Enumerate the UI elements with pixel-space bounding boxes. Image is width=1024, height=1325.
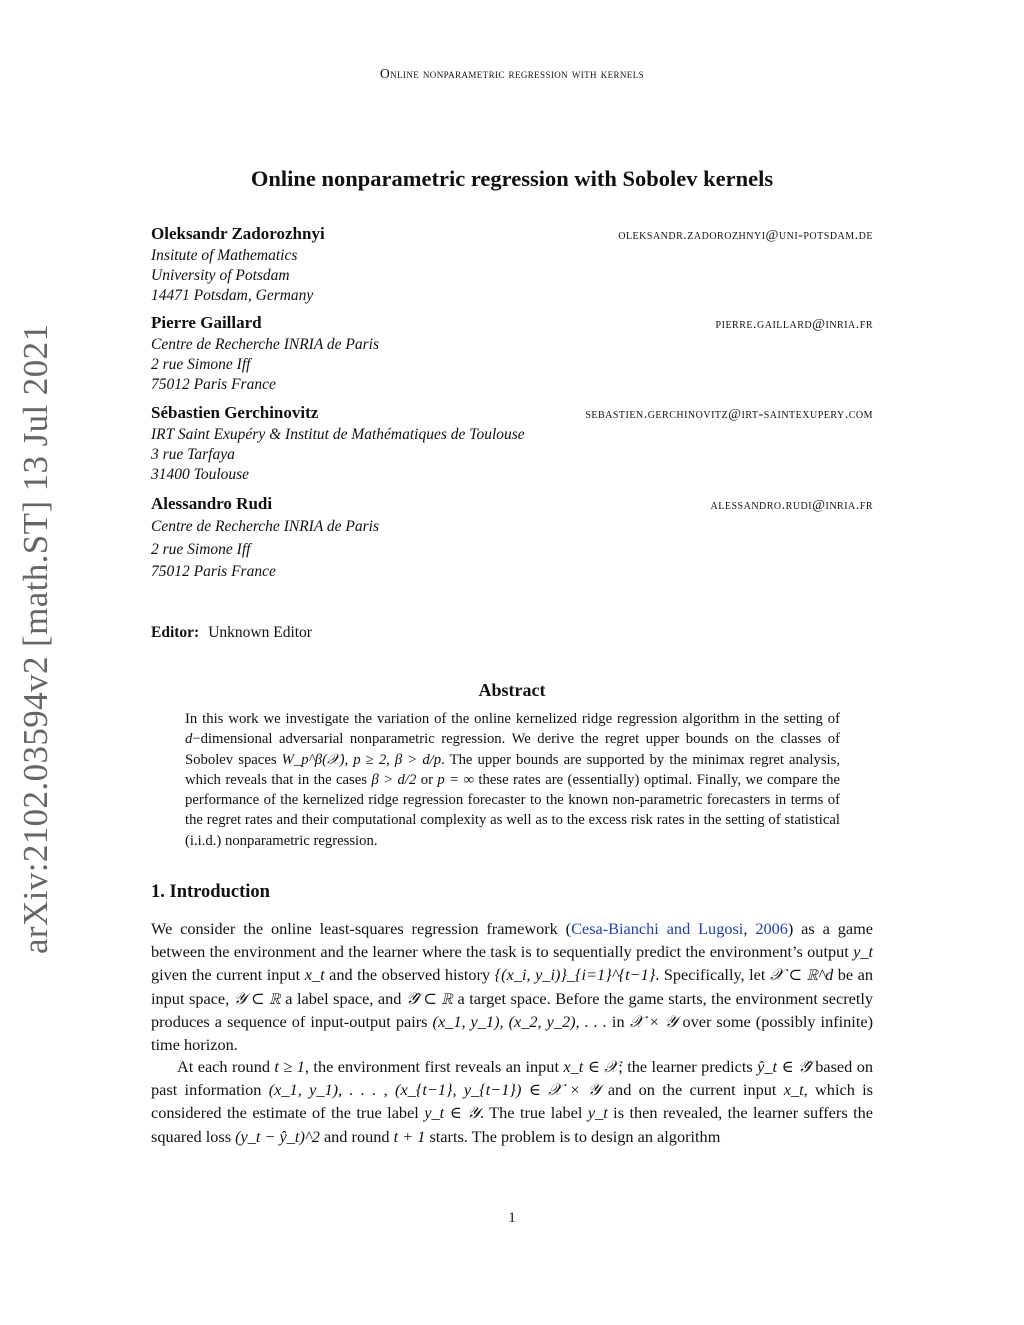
text-run: , (743, 919, 756, 938)
affiliation-line: University of Potsdam (151, 267, 290, 284)
text-run: . Specifically, let (655, 965, 770, 985)
author-email[interactable]: sebastien.gerchinovitz@irt-saintexupery.com (585, 407, 873, 422)
running-head: Online nonparametric regression with kernels (379, 66, 645, 81)
math-inline: t ≥ 1 (274, 1057, 305, 1076)
affiliation-line: Centre de Recherche INRIA de Paris (151, 518, 379, 535)
text-run: starts. The problem is to design an algorithm (425, 1126, 721, 1146)
text-run: and the observed history (324, 965, 495, 985)
paragraph-2 (151, 1055, 873, 1148)
affiliation-line: 2 rue Simone Iff (151, 540, 251, 558)
text-run: At each round (177, 1057, 275, 1076)
math-inline: y_t (853, 942, 873, 962)
author-email[interactable]: alessandro.rudi@inria.fr (710, 498, 873, 513)
math-inline: (x_1, y_1), (x_2, y_2), . . . (432, 1011, 607, 1031)
text-run: ; the learner predicts (618, 1057, 758, 1076)
text-run: We consider the online least-squares regression framework ( (151, 919, 572, 938)
author-name: Sébastien Gerchinovitz (151, 403, 319, 422)
math-inline: y_t (587, 1103, 608, 1123)
text-run: a target space. Before the game starts, the environment secretly produces a sequence of input-output pairs (151, 988, 874, 1031)
text-run: and round (319, 1126, 394, 1146)
math-inline: x_t ∈ 𝒳 (563, 1057, 619, 1076)
math-inline: t + 1 (393, 1126, 426, 1146)
text-run: given the current input (151, 965, 305, 985)
abstract-text-part: or (416, 771, 438, 788)
abstract-text-part: these rates are (essentially) optimal. Finally, we compare the performance of the kernelized ridge regression forecaster to the known non-parametric forecasters in terms of the regret rates and their computational complexity as well as to the excess risk rates in the setting of statistical (i.i.d.) nonparametric regression. (185, 771, 840, 849)
text-run: and on the current input (600, 1080, 784, 1100)
math-p-infinity: p = ∞ (437, 771, 474, 788)
math-inline: 𝒴 ⊂ ℝ (233, 988, 281, 1008)
abstract-text-part: . The upper bounds are supported by the minimax regret analysis, which reveals that in the cases (185, 751, 841, 788)
author-block-3 (151, 403, 873, 485)
math-beta-condition: β > d/2 (371, 771, 417, 788)
text-run: in (606, 1011, 630, 1031)
math-inline: 𝒳 × 𝒴 (629, 1011, 678, 1031)
author-block-2 (151, 313, 873, 395)
author-email[interactable]: oleksandr.zadorozhnyi@uni-potsdam.de (618, 228, 873, 243)
math-inline: (y_t − ŷ_t)^2 (235, 1126, 320, 1146)
affiliation-line: 14471 Potsdam, Germany (151, 287, 314, 304)
affiliation-line: 2 rue Simone Iff (151, 356, 251, 373)
section-heading-introduction: 1. Introduction (151, 882, 270, 902)
author-block-1 (151, 224, 873, 306)
text-run: ) as a game between the environment and the learner where the task is to sequentially predict the environment’s output (151, 919, 874, 962)
author-block-4 (151, 494, 873, 584)
affiliation-line: Centre de Recherche INRIA de Paris (151, 336, 379, 353)
math-inline: y_t ∈ 𝒴 (424, 1103, 480, 1123)
abstract-text-part: −dimensional adversarial nonparametric regression. We derive the regret upper bounds on the classes of Sobolev spaces (185, 731, 840, 768)
page-number: 1 (508, 1210, 516, 1226)
affiliation-line: Insitute of Mathematics (151, 247, 298, 264)
author-name: Oleksandr Zadorozhnyi (151, 224, 325, 243)
abstract-heading: Abstract (478, 680, 546, 700)
affiliation-line: 3 rue Tarfaya (151, 446, 235, 463)
affiliation-line: 75012 Paris France (151, 376, 276, 393)
abstract-text-part: In this work we investigate the variation of the online kernelized ridge regression algorithm in the setting of (185, 711, 840, 727)
math-inline: 𝒳 ⊂ ℝ^d (769, 965, 834, 985)
citation-link-authors[interactable]: Cesa-Bianchi and Lugosi (571, 919, 744, 938)
text-run: , the environment first reveals an input (304, 1057, 564, 1076)
arxiv-identifier[interactable]: arXiv:2102.03594v2 [math.ST] 13 Jul 2021 (16, 323, 55, 954)
math-inline: ŷ_t ∈ 𝒴̂ (757, 1057, 811, 1076)
text-run: . The true label (479, 1103, 588, 1123)
text-run: be an input space, (151, 965, 874, 1008)
text-run: , which is considered the estimate of the true label (151, 1080, 874, 1123)
editor-label: Editor: (151, 624, 200, 641)
paragraph-1 (151, 917, 873, 1056)
editor-name: Unknown Editor (208, 624, 312, 641)
text-run: a label space, and (280, 988, 406, 1008)
editor-line (151, 624, 312, 642)
text-run: is then revealed, the learner suffers the squared loss (151, 1103, 874, 1146)
math-sobolev-space: W_p^β(𝒳), p ≥ 2, β > d/p (281, 751, 442, 768)
math-inline: {(x_i, y_i)}_{i=1}^{t−1} (494, 965, 656, 985)
math-inline: x_t (783, 1080, 804, 1100)
affiliation-line: 75012 Paris France (151, 563, 276, 580)
text-run: based on past information (151, 1057, 874, 1100)
affiliation-line: IRT Saint Exupéry & Institut de Mathématiques de Toulouse (151, 426, 525, 443)
math-inline: 𝒴̂ ⊂ ℝ (405, 988, 453, 1008)
author-name: Alessandro Rudi (151, 494, 273, 513)
author-email[interactable]: pierre.gaillard@inria.fr (715, 317, 873, 332)
affiliation-line: 31400 Toulouse (151, 466, 250, 483)
math-inline: (x_1, y_1), . . . , (x_{t−1}, y_{t−1}) ∈ 𝒳 × 𝒴 (268, 1080, 601, 1100)
abstract-text (185, 709, 840, 851)
text-run: over some (possibly infinite) time horizon. (151, 1011, 873, 1055)
author-name: Pierre Gaillard (151, 313, 262, 332)
paper-title: Online nonparametric regression with Sobolev kernels (250, 166, 774, 191)
citation-link-year[interactable]: 2006 (755, 919, 788, 938)
math-inline: x_t (304, 965, 325, 985)
math-d: d (185, 731, 193, 748)
